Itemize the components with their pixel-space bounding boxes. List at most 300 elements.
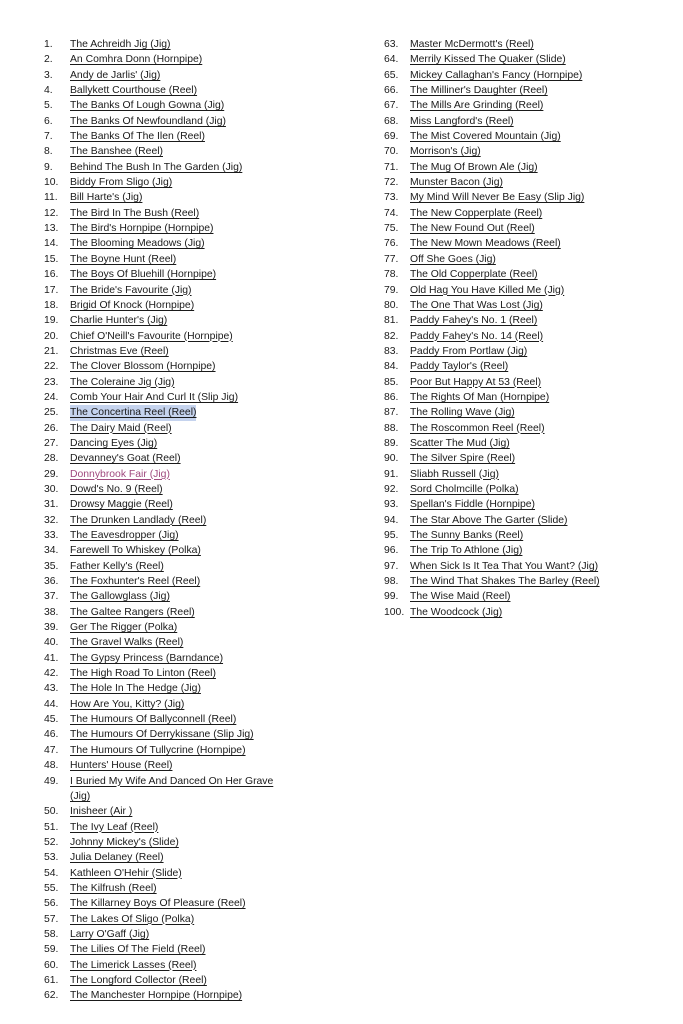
list-item: [44, 405, 344, 420]
tune-link[interactable]: Sord Cholmcille (Polka): [410, 483, 519, 495]
list-item: [44, 804, 344, 819]
list-item-number: 50.: [44, 806, 59, 818]
list-item-number: 38.: [44, 606, 59, 618]
list-item: [384, 83, 674, 98]
list-item-number: 79.: [384, 284, 399, 296]
list-item: [384, 252, 674, 267]
list-item-number: 35.: [44, 560, 59, 572]
tune-link[interactable]: Bill Harte's (Jig): [70, 192, 143, 204]
list-item: [384, 52, 674, 67]
list-item: [44, 144, 344, 159]
list-item-number: 78.: [384, 269, 399, 281]
list-item-number: 37.: [44, 591, 59, 603]
tune-link[interactable]: The Achreidh Jig (Jig): [70, 39, 171, 50]
tune-link[interactable]: An Comhra Donn (Hornpipe): [70, 54, 203, 66]
list-item: [44, 528, 344, 543]
tune-link[interactable]: The Banks Of Lough Gowna (Jig): [70, 100, 225, 112]
list-item: [44, 68, 344, 83]
list-item: [44, 942, 344, 957]
list-item-number: 40.: [44, 637, 59, 649]
list-item-number: 15.: [44, 253, 59, 265]
list-item: [44, 283, 344, 298]
list-item: [44, 743, 344, 758]
tune-link[interactable]: The Kilfrush (Reel): [70, 882, 157, 894]
tune-link[interactable]: I Buried My Wife And Danced On Her Grave (Jig): [70, 775, 274, 802]
list-item-number: 98.: [384, 576, 399, 588]
list-item: [44, 988, 344, 1003]
tune-link[interactable]: The Banks Of The Ilen (Reel): [70, 131, 205, 143]
tune-link[interactable]: The Killarney Boys Of Pleasure (Reel): [70, 898, 246, 910]
tune-link[interactable]: The Blooming Meadows (Jig): [70, 238, 205, 250]
tune-link[interactable]: The Wind That Shakes The Barley (Reel): [410, 576, 600, 588]
list-item-number: 32.: [44, 514, 59, 526]
list-item: [384, 329, 674, 344]
list-item-number: 77.: [384, 253, 399, 265]
list-item-number: 62.: [44, 990, 59, 1002]
list-item-number: 86.: [384, 391, 399, 403]
list-item-number: 90.: [384, 453, 399, 465]
list-item-number: 89.: [384, 437, 399, 449]
tune-link[interactable]: Behind The Bush In The Garden (Jig): [70, 161, 243, 173]
list-item-number: 71.: [384, 161, 399, 173]
list-item-number: 43.: [44, 683, 59, 695]
tune-link[interactable]: The Hole In The Hedge (Jig): [70, 683, 201, 695]
list-item-number: 67.: [384, 100, 399, 112]
tune-link[interactable]: Julia Delaney (Reel): [70, 852, 164, 864]
tune-link[interactable]: Brigid Of Knock (Hornpipe): [70, 299, 195, 311]
list-item-number: 44.: [44, 698, 59, 710]
list-item: [384, 559, 674, 574]
list-item-number: 84.: [384, 361, 399, 373]
tune-link[interactable]: The Limerick Lasses (Reel): [70, 959, 197, 971]
list-item: [44, 896, 344, 911]
list-item: [44, 497, 344, 512]
list-item-number: 83.: [384, 345, 399, 357]
list-item: [44, 712, 344, 727]
list-item-number: 2.: [44, 54, 53, 66]
tune-link[interactable]: The Roscommon Reel (Reel): [410, 422, 545, 434]
list-item-number: 33.: [44, 530, 59, 541]
list-item: [384, 497, 674, 512]
tune-link[interactable]: My Mind Will Never Be Easy (Slip Jig): [410, 192, 585, 204]
list-item: [44, 313, 344, 328]
tune-link[interactable]: How Are You, Kitty? (Jig): [70, 698, 185, 710]
list-item: [44, 973, 344, 988]
list-item-number: 76.: [384, 238, 399, 250]
list-item: [384, 129, 674, 144]
list-item: [384, 528, 674, 543]
list-item: [44, 681, 344, 696]
list-item-number: 4.: [44, 85, 53, 97]
list-item: [384, 359, 674, 374]
list-item: [44, 390, 344, 405]
tune-link[interactable]: The Old Copperplate (Reel): [410, 269, 538, 281]
list-item: [384, 267, 674, 282]
list-item: [44, 236, 344, 251]
tune-link[interactable]: The Banshee (Reel): [70, 146, 163, 158]
list-item-number: 23.: [44, 376, 59, 388]
list-item: [44, 221, 344, 236]
list-item-number: 53.: [44, 852, 59, 864]
list-item-number: 51.: [44, 821, 59, 833]
list-item: [44, 866, 344, 881]
tune-link[interactable]: The Wise Maid (Reel): [410, 591, 511, 603]
tune-link[interactable]: The Gallowglass (Jig): [70, 591, 170, 603]
list-item-number: 48.: [44, 760, 59, 772]
list-item-number: 63.: [384, 39, 399, 50]
tune-link[interactable]: Off She Goes (Jig): [410, 253, 496, 265]
list-item: [44, 850, 344, 865]
list-item: [44, 697, 344, 712]
tune-link[interactable]: Mickey Callaghan's Fancy (Hornpipe): [410, 69, 583, 81]
list-item-number: 68.: [384, 115, 399, 127]
list-item-number: 3.: [44, 69, 53, 81]
tune-link[interactable]: The New Mown Meadows (Reel): [410, 238, 561, 250]
list-item: [44, 605, 344, 620]
list-item-number: 72.: [384, 177, 399, 189]
tune-link[interactable]: Paddy Fahey's No. 14 (Reel): [410, 330, 544, 342]
tune-link[interactable]: When Sick Is It Tea That You Want? (Jig): [410, 560, 599, 572]
list-item: [384, 68, 674, 83]
list-item-number: 27.: [44, 437, 59, 449]
tune-link[interactable]: The Bride's Favourite (Jig): [70, 284, 192, 296]
tune-link[interactable]: Donnybrook Fair (Jig): [70, 468, 170, 480]
list-item-number: 24.: [44, 391, 59, 403]
list-item: [44, 513, 344, 528]
tune-link[interactable]: The Bird In The Bush (Reel): [70, 207, 200, 219]
tune-link[interactable]: Farewell To Whiskey (Polka): [70, 545, 201, 557]
tune-link[interactable]: The Rights Of Man (Hornpipe): [410, 391, 550, 403]
tune-link[interactable]: Comb Your Hair And Curl It (Slip Jig): [70, 391, 239, 403]
tune-list-left-column: [44, 37, 344, 1004]
list-item: [384, 589, 674, 604]
list-item: [384, 451, 674, 466]
list-item-number: 42.: [44, 668, 59, 680]
list-item-number: 61.: [44, 974, 59, 986]
tune-link[interactable]: The High Road To Linton (Reel): [70, 668, 216, 680]
list-item-number: 66.: [384, 85, 399, 97]
list-item: [44, 574, 344, 589]
tune-link[interactable]: The Boys Of Bluehill (Hornpipe): [70, 269, 217, 281]
list-item-number: 16.: [44, 269, 59, 281]
list-item-number: 91.: [384, 468, 399, 480]
list-item: [44, 927, 344, 942]
list-item-number: 9.: [44, 161, 53, 173]
list-item: [44, 467, 344, 482]
tune-link[interactable]: The Sunny Banks (Reel): [410, 530, 524, 541]
list-item: [44, 835, 344, 850]
list-item: [384, 283, 674, 298]
tune-link[interactable]: Johnny Mickey's (Slide): [70, 836, 179, 848]
list-item: [44, 881, 344, 896]
list-item: [44, 436, 344, 451]
list-item: [44, 83, 344, 98]
list-item: [44, 589, 344, 604]
list-item: [44, 482, 344, 497]
list-item-number: 34.: [44, 545, 59, 557]
tune-link[interactable]: The Coleraine Jig (Jig): [70, 376, 175, 388]
list-item: [44, 190, 344, 205]
list-item: [44, 298, 344, 313]
list-item: [384, 144, 674, 159]
list-item-number: 81.: [384, 315, 399, 327]
tune-link[interactable]: The Rolling Wave (Jig): [410, 407, 515, 419]
tune-link[interactable]: Morrison's (Jig): [410, 146, 481, 158]
list-item: [384, 221, 674, 236]
tune-link[interactable]: Kathleen O'Hehir (Slide): [70, 867, 182, 879]
list-item: [384, 175, 674, 190]
list-item-number: 13.: [44, 223, 59, 235]
list-item-number: 93.: [384, 499, 399, 511]
list-item-number: 10.: [44, 177, 59, 189]
list-item-number: 57.: [44, 913, 59, 925]
list-item-number: 29.: [44, 468, 59, 480]
list-item-number: 31.: [44, 499, 59, 511]
list-item: [384, 206, 674, 221]
list-item: [44, 175, 344, 190]
list-item: [44, 129, 344, 144]
list-item-number: 25.: [44, 407, 59, 419]
list-item-number: 21.: [44, 345, 59, 357]
list-item: [384, 390, 674, 405]
list-item: [384, 298, 674, 313]
list-item-number: 88.: [384, 422, 399, 434]
list-item: [44, 114, 344, 129]
list-item-number: 60.: [44, 959, 59, 971]
list-item: [44, 37, 344, 52]
tune-link[interactable]: The New Found Out (Reel): [410, 223, 535, 235]
list-item-number: 7.: [44, 131, 53, 143]
list-item: [384, 467, 674, 482]
list-item-number: 8.: [44, 146, 53, 158]
list-item-number: 39.: [44, 622, 59, 634]
list-item-number: 14.: [44, 238, 59, 250]
tune-link[interactable]: The Longford Collector (Reel): [70, 974, 207, 986]
list-item-number: 97.: [384, 560, 399, 572]
list-item-number: 49.: [44, 775, 59, 787]
tune-link[interactable]: The One That Was Lost (Jig): [410, 299, 543, 311]
list-item-number: 85.: [384, 376, 399, 388]
list-item-number: 73.: [384, 192, 399, 204]
list-item-number: 36.: [44, 576, 59, 588]
list-item-number: 75.: [384, 223, 399, 235]
tune-link[interactable]: The Lilies Of The Field (Reel): [70, 944, 206, 956]
list-item: [384, 482, 674, 497]
tune-link[interactable]: Andy de Jarlis' (Jig): [70, 69, 161, 81]
list-item-number: 19.: [44, 315, 59, 327]
tune-link[interactable]: The Drunken Landlady (Reel): [70, 514, 207, 526]
tune-list-right-column: [384, 37, 674, 620]
tune-link[interactable]: Dowd's No. 9 (Reel): [70, 483, 163, 495]
list-item-number: 58.: [44, 928, 59, 940]
tune-link[interactable]: Scatter The Mud (Jig): [410, 437, 510, 449]
list-item: [44, 666, 344, 681]
list-item: [384, 37, 674, 52]
tune-link[interactable]: Master McDermott's (Reel): [410, 39, 534, 50]
tune-link[interactable]: Devanney's Goat (Reel): [70, 453, 181, 465]
list-item-number: 55.: [44, 882, 59, 894]
list-item: [44, 559, 344, 574]
list-item: [384, 190, 674, 205]
tune-link[interactable]: The Banks Of Newfoundland (Jig): [70, 115, 226, 127]
tune-link[interactable]: The Ivy Leaf (Reel): [70, 821, 159, 833]
list-item-number: 6.: [44, 115, 53, 127]
list-item: [44, 375, 344, 390]
list-item: [384, 98, 674, 113]
list-item: [384, 405, 674, 420]
list-item-number: 1.: [44, 39, 53, 50]
list-item: [384, 236, 674, 251]
list-item: [44, 758, 344, 773]
list-item: [384, 543, 674, 558]
list-item: [44, 98, 344, 113]
list-item-number: 30.: [44, 483, 59, 495]
list-item-number: 74.: [384, 207, 399, 219]
tune-link[interactable]: Munster Bacon (Jig): [410, 177, 503, 189]
list-item: [44, 651, 344, 666]
tune-link[interactable]: Merrily Kissed The Quaker (Slide): [410, 54, 566, 66]
tune-link[interactable]: The Silver Spire (Reel): [410, 453, 516, 465]
tune-link[interactable]: Sliabh Russell (Jig): [410, 468, 499, 480]
tune-link[interactable]: Drowsy Maggie (Reel): [70, 499, 173, 511]
list-item-number: 28.: [44, 453, 59, 465]
list-item: [44, 206, 344, 221]
list-item-number: 41.: [44, 652, 59, 664]
tune-link[interactable]: Paddy Taylor's (Reel): [410, 361, 509, 373]
list-item: [44, 727, 344, 742]
list-item: [384, 313, 674, 328]
list-item-number: 22.: [44, 361, 59, 373]
list-item: [384, 375, 674, 390]
list-item-number: 99.: [384, 591, 399, 603]
list-item-number: 82.: [384, 330, 399, 342]
tune-link[interactable]: The Gypsy Princess (Barndance): [70, 652, 224, 664]
tune-link[interactable]: The Mills Are Grinding (Reel): [410, 100, 544, 112]
list-item: [384, 513, 674, 528]
list-item-number: 26.: [44, 422, 59, 434]
list-item-number: 52.: [44, 836, 59, 848]
list-item-number: 17.: [44, 284, 59, 296]
list-item-number: 65.: [384, 69, 399, 81]
list-item-number: 92.: [384, 483, 399, 495]
list-item-number: 69.: [384, 131, 399, 143]
tune-link[interactable]: The Milliner's Daughter (Reel): [410, 85, 548, 97]
list-item: [44, 160, 344, 175]
list-item: [44, 252, 344, 267]
tune-link[interactable]: Paddy Fahey's No. 1 (Reel): [410, 315, 538, 327]
list-item-number: 70.: [384, 146, 399, 158]
tune-link[interactable]: Ger The Rigger (Polka): [70, 622, 178, 634]
tune-link[interactable]: The Trip To Athlone (Jig): [410, 545, 523, 557]
list-item: [44, 820, 344, 835]
list-item: [384, 160, 674, 175]
list-item-number: 47.: [44, 744, 59, 756]
tune-link[interactable]: Poor But Happy At 53 (Reel): [410, 376, 542, 388]
list-item-number: 5.: [44, 100, 53, 112]
list-item: [44, 958, 344, 973]
list-item: [44, 635, 344, 650]
tune-link[interactable]: The Dairy Maid (Reel): [70, 422, 172, 434]
list-item: [44, 774, 344, 805]
tune-link[interactable]: Father Kelly's (Reel): [70, 560, 164, 572]
tune-link[interactable]: Christmas Eve (Reel): [70, 345, 169, 357]
list-item: [44, 451, 344, 466]
list-item: [44, 620, 344, 635]
tune-link[interactable]: The Mist Covered Mountain (Jig): [410, 131, 561, 143]
tune-link[interactable]: Inisheer (Air ): [70, 806, 133, 818]
list-item: [384, 574, 674, 589]
tune-link[interactable]: Miss Langford's (Reel): [410, 115, 514, 127]
tune-link[interactable]: The Galtee Rangers (Reel): [70, 606, 195, 618]
tune-link[interactable]: Hunters' House (Reel): [70, 760, 173, 772]
list-item-number: 96.: [384, 545, 399, 557]
list-item: [44, 329, 344, 344]
tune-link[interactable]: The Star Above The Garter (Slide): [410, 514, 568, 526]
tune-link[interactable]: The New Copperplate (Reel): [410, 207, 543, 219]
list-item-number: 59.: [44, 944, 59, 956]
tune-link[interactable]: The Humours Of Ballyconnell (Reel): [70, 714, 237, 726]
tune-link[interactable]: The Humours Of Tullycrine (Hornpipe): [70, 744, 246, 756]
list-item-number: 20.: [44, 330, 59, 342]
tune-link[interactable]: The Bird's Hornpipe (Hornpipe): [70, 223, 214, 235]
tune-link[interactable]: Dancing Eyes (Jig): [70, 437, 158, 449]
list-item-number: 87.: [384, 407, 399, 419]
list-item: [384, 421, 674, 436]
tune-link[interactable]: The Humours Of Derrykissane (Slip Jig): [70, 729, 254, 741]
tune-link[interactable]: Spellan's Fiddle (Hornpipe): [410, 499, 536, 511]
list-item: [44, 267, 344, 282]
list-item: [384, 114, 674, 129]
list-item-number: 100.: [384, 606, 405, 618]
list-item: [44, 543, 344, 558]
list-item-number: 54.: [44, 867, 59, 879]
list-item: [44, 912, 344, 927]
list-item-number: 64.: [384, 54, 399, 66]
tune-link[interactable]: The Clover Blossom (Hornpipe): [70, 361, 216, 373]
tune-link[interactable]: The Concertina Reel (Reel): [70, 405, 196, 420]
tune-link[interactable]: Biddy From Sligo (Jig): [70, 177, 173, 189]
list-item: [384, 344, 674, 359]
tune-link[interactable]: The Gravel Walks (Reel): [70, 637, 184, 649]
tune-link[interactable]: The Foxhunter's Reel (Reel): [70, 576, 201, 588]
list-item-number: 18.: [44, 299, 59, 311]
tune-link[interactable]: Ballykett Courthouse (Reel): [70, 85, 198, 97]
list-item: [44, 359, 344, 374]
list-item-number: 46.: [44, 729, 59, 741]
tune-link[interactable]: Charlie Hunter's (Jig): [70, 315, 168, 327]
tune-link[interactable]: The Mug Of Brown Ale (Jig): [410, 161, 538, 173]
tune-link[interactable]: Larry O'Gaff (Jig): [70, 928, 150, 940]
list-item: [384, 436, 674, 451]
tune-link[interactable]: The Manchester Hornpipe (Hornpipe): [70, 990, 243, 1002]
tune-link[interactable]: Chief O'Neill's Favourite (Hornpipe): [70, 330, 233, 342]
list-item-number: 95.: [384, 530, 399, 541]
list-item-number: 94.: [384, 514, 399, 526]
list-item-number: 45.: [44, 714, 59, 726]
list-item-number: 56.: [44, 898, 59, 910]
tune-link[interactable]: The Lakes Of Sligo (Polka): [70, 913, 195, 925]
tune-link[interactable]: The Woodcock (Jig): [410, 606, 503, 618]
list-item-number: 11.: [44, 192, 58, 204]
list-item-number: 12.: [44, 207, 59, 219]
list-item: [44, 344, 344, 359]
tune-link[interactable]: The Eavesdropper (Jig): [70, 530, 179, 541]
list-item: [44, 52, 344, 67]
list-item-number: 80.: [384, 299, 399, 311]
tune-link[interactable]: Paddy From Portlaw (Jig): [410, 345, 528, 357]
tune-link[interactable]: Old Hag You Have Killed Me (Jig): [410, 284, 565, 296]
tune-link[interactable]: The Boyne Hunt (Reel): [70, 253, 177, 265]
